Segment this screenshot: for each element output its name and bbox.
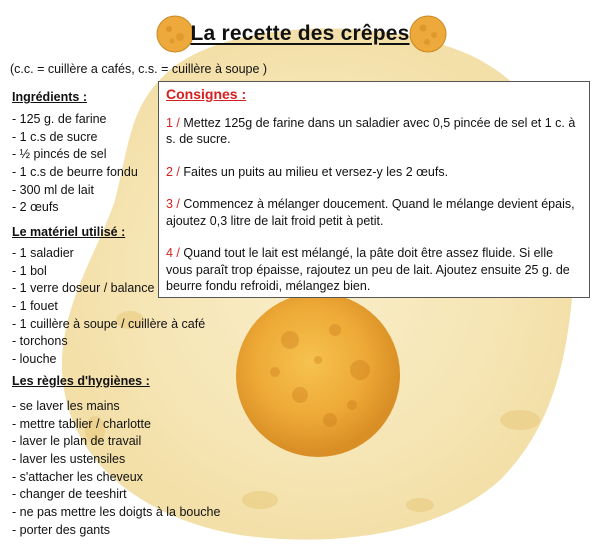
list-item: - s'attacher les cheveux <box>12 469 220 487</box>
step-text: Faites un puits au milieu et versez-y les 2 œufs. <box>183 164 449 179</box>
list-item: - torchons <box>12 333 205 351</box>
hygiene-heading: Les règles d'hygiènes : <box>12 374 150 388</box>
list-item: - 1 verre doseur / balance <box>12 280 205 298</box>
instruction-step <box>166 164 579 181</box>
instructions-heading: Consignes : <box>166 86 247 102</box>
list-item: - 125 g. de farine <box>12 111 138 129</box>
step-number: 3 / <box>166 197 180 211</box>
list-item: - laver les ustensiles <box>12 451 220 469</box>
equipment-heading: Le matériel utilisé : <box>12 225 126 239</box>
list-item: - 300 ml de lait <box>12 182 138 200</box>
list-item: - se laver les mains <box>12 398 220 416</box>
abbreviations-note: (c.c. = cuillère a cafés, c.s. = cuillère à soupe ) <box>10 62 268 76</box>
page-title: La recette des crêpes <box>190 22 410 45</box>
step-number: 4 / <box>166 246 180 260</box>
instruction-step <box>166 245 579 295</box>
step-number: 1 / <box>166 115 180 130</box>
hygiene-list <box>12 398 220 540</box>
step-text: Quand tout le lait est mélangé, la pâte doit être assez fluide. Si elle vous paraît trop épaisse, rajoutez un peu de lait. Ajoutez ensuite 25 g. de beurre fondu refroidi, mélangez bien. <box>166 246 570 293</box>
ingredients-heading: Ingrédients : <box>12 90 88 104</box>
list-item: - 1 c.s de beurre fondu <box>12 164 138 182</box>
ingredients-list <box>12 111 138 217</box>
list-item: - mettre tablier / charlotte <box>12 416 220 434</box>
golden-crepe <box>236 293 400 457</box>
list-item: - ½ pincés de sel <box>12 146 138 164</box>
instruction-step <box>166 115 579 148</box>
list-item: - porter des gants <box>12 522 220 540</box>
list-item: - laver le plan de travail <box>12 433 220 451</box>
instructions-box <box>158 81 590 298</box>
list-item: - 1 cuillère à soupe / cuillère à café <box>12 316 205 334</box>
step-number: 2 / <box>166 164 180 179</box>
step-text: Commencez à mélanger doucement. Quand le mélange devient épais, ajoutez 0,3 litre de lait froid petit à petit. <box>166 197 575 228</box>
list-item: - ne pas mettre les doigts à la bouche <box>12 504 220 522</box>
crepe-icon <box>408 14 448 54</box>
list-item: - 1 c.s de sucre <box>12 129 138 147</box>
list-item: - 1 saladier <box>12 245 205 263</box>
instruction-step <box>166 196 579 229</box>
list-item: - 1 bol <box>12 263 205 281</box>
step-text: Mettez 125g de farine dans un saladier avec 0,5 pincée de sel et 1 c. à s. de sucre. <box>166 115 576 146</box>
list-item: - louche <box>12 351 205 369</box>
list-item: - changer de teeshirt <box>12 486 220 504</box>
title-container <box>0 22 600 46</box>
list-item: - 1 fouet <box>12 298 205 316</box>
list-item: - 2 œufs <box>12 199 138 217</box>
